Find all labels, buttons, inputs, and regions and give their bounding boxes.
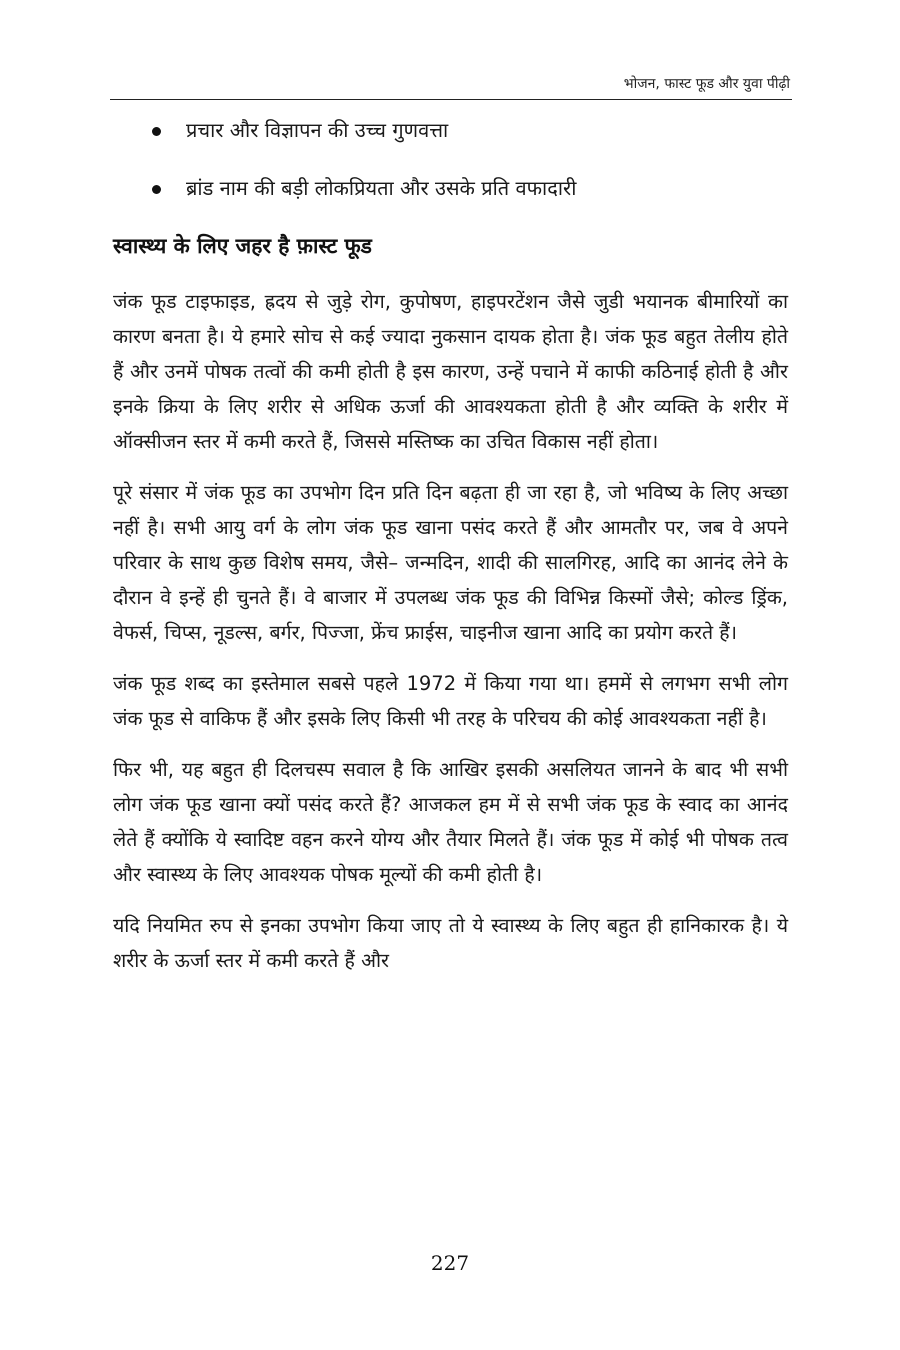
paragraph: यदि नियमित रुप से इनका उपभोग किया जाए तो ये स्वास्थ्य के लिए बहुत ही हानिकारक है। ये शरीर के ऊर्जा स्तर में कमी करते हैं और xyxy=(113,914,788,972)
list-item xyxy=(113,170,788,206)
paragraph: जंक फूड टाइफाइड, ह्रदय से जुड़े रोग, कुपोषण, हाइपरटेंशन जैसे जुडी भयानक बीमारियों का कारण बनता है। ये हमारे सोच से कई ज्यादा नुकसान दायक होता है। जंक फूड बहुत तेलीय होते हैं और उनमें पोषक तत्वों की कमी होती है इस कारण, उन्हें पचाने में काफी कठिनाई होती है और इनके क्रिया के लिए शरीर से अधिक ऊर्जा की आवश्यकता होती है और व्यक्ति के शरीर में ऑक्सीजन स्तर में कमी करते हैं, जिससे मस्तिष्क का उचित विकास नहीं होता। xyxy=(113,290,788,453)
bullet-text: प्रचार और विज्ञापन की उच्च गुणवत्ता xyxy=(186,118,449,142)
paragraph: पूरे संसार में जंक फूड का उपभोग दिन प्रति दिन बढ़ता ही जा रहा है, जो भविष्य के लिए अच्छा नहीं है। सभी आयु वर्ग के लोग जंक फूड खाना पसंद करते हैं और आमतौर पर, जब वे अपने परिवार के साथ कुछ विशेष समय, जैसे– जन्मदिन, शादी की सालगिरह, आदि का आनंद लेने के दौरान वे इन्हें ही चुनते हैं। वे बाजार में उपलब्ध जंक फूड की विभिन्न किस्मों जैसे; कोल्ड ड्रिंक, वेफर्स, चिप्स, नूडल्स, बर्गर, पिज्जा, फ्रेंच फ्राईस, चाइनीज खाना आदि का प्रयोग करते हैं। xyxy=(113,481,788,644)
list-item xyxy=(113,112,788,148)
bullet-dot-icon xyxy=(152,185,161,194)
header-rule xyxy=(110,99,792,100)
page-body xyxy=(113,112,788,994)
bullet-list xyxy=(113,112,788,206)
bullet-text: ब्रांड नाम की बड़ी लोकप्रियता और उसके प्रति वफादारी xyxy=(186,176,577,200)
page-number: 227 xyxy=(430,1251,470,1275)
bullet-dot-icon xyxy=(152,127,161,136)
running-header: भोजन, फास्ट फूड और युवा पीढ़ी xyxy=(623,76,790,92)
section-heading: स्वास्थ्य के लिए जहर है फ़ास्ट फूड xyxy=(113,234,372,258)
paragraph: फिर भी, यह बहुत ही दिलचस्प सवाल है कि आखिर इसकी असलियत जानने के बाद भी सभी लोग जंक फूड खाना क्यों पसंद करते हैं? आजकल हम में से सभी जंक फूड के स्वाद का आनंद लेते हैं क्योंकि ये स्वादिष्ट वहन करने योग्य और तैयार मिलते हैं। जंक फूड में कोई भी पोषक तत्व और स्वास्थ्य के लिए आवश्यक पोषक मूल्यों की कमी होती है। xyxy=(113,758,788,886)
paragraph: जंक फूड शब्द का इस्तेमाल सबसे पहले 1972 में किया गया था। हममें से लगभग सभी लोग जंक फूड से वाकिफ हैं और इसके लिए किसी भी तरह के परिचय की कोई आवश्यकता नहीं है। xyxy=(113,672,788,730)
